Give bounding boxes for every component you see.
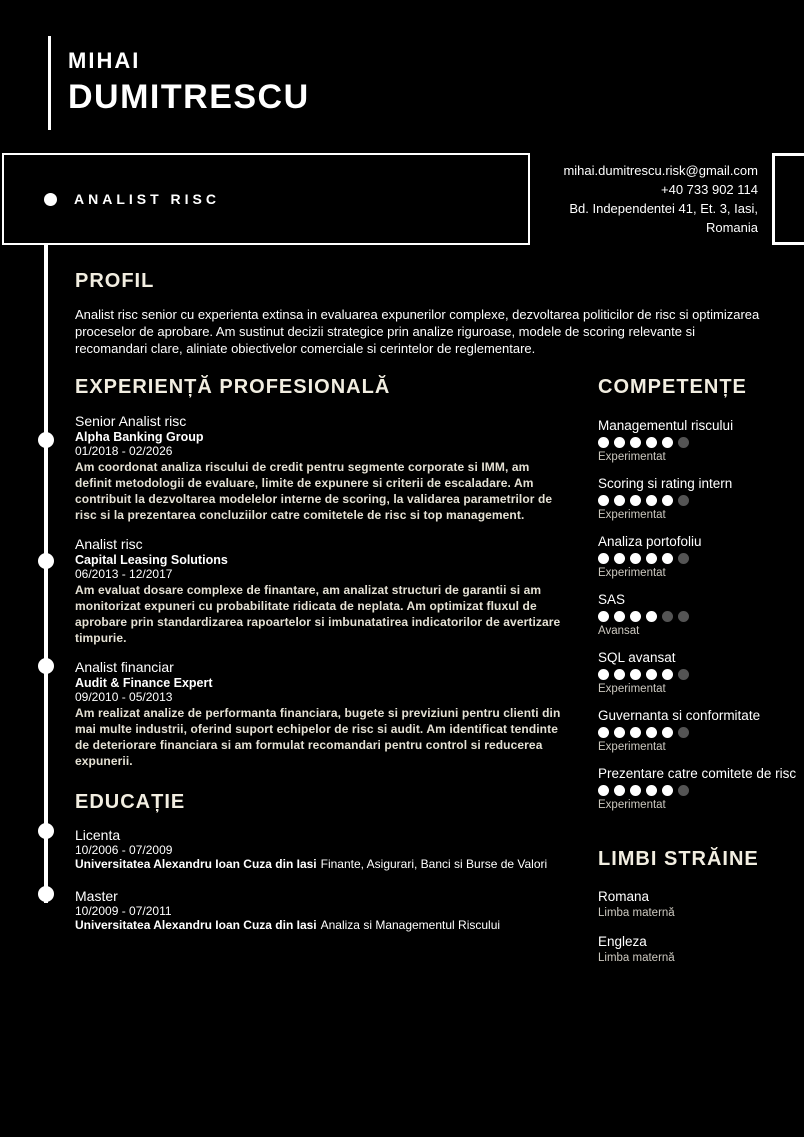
rating-dot-empty bbox=[678, 553, 689, 564]
education-heading: EDUCAȚIE bbox=[75, 791, 186, 813]
contact-block bbox=[563, 161, 758, 237]
rating-dot-filled bbox=[630, 553, 641, 564]
job-company: Capital Leasing Solutions bbox=[75, 553, 228, 567]
rating-dot-filled bbox=[598, 553, 609, 564]
contact-address-line2: Romania bbox=[705, 220, 758, 235]
rating-dot-filled bbox=[662, 785, 673, 796]
skill-item bbox=[598, 592, 798, 638]
rating-dot-empty bbox=[678, 727, 689, 738]
rating-dot-filled bbox=[598, 495, 609, 506]
rating-dot-filled bbox=[630, 669, 641, 680]
skill-level-label: Experimentat bbox=[598, 451, 666, 463]
job-company: Alpha Banking Group bbox=[75, 430, 204, 444]
rating-dot-filled bbox=[598, 437, 609, 448]
first-name: MIHAI bbox=[68, 48, 141, 73]
rating-dot-filled bbox=[646, 669, 657, 680]
rating-dot-filled bbox=[646, 553, 657, 564]
skill-name: Guvernanta si conformitate bbox=[598, 708, 761, 723]
rating-dot-filled bbox=[646, 727, 657, 738]
skill-item bbox=[598, 650, 798, 696]
rating-dot-filled bbox=[614, 785, 625, 796]
rating-dot-filled bbox=[614, 669, 625, 680]
rating-dot-filled bbox=[614, 727, 625, 738]
rating-dot-empty bbox=[678, 611, 689, 622]
rating-dot-filled bbox=[614, 437, 625, 448]
skill-rating-dots bbox=[598, 553, 798, 564]
rating-dot-empty bbox=[662, 611, 673, 622]
job-title: Analist financiar bbox=[75, 659, 174, 675]
rating-dot-filled bbox=[662, 553, 673, 564]
skill-level-label: Experimentat bbox=[598, 509, 666, 521]
timeline-dot bbox=[38, 658, 54, 674]
rating-dot-filled bbox=[646, 611, 657, 622]
skill-item bbox=[598, 476, 798, 522]
experience-list bbox=[75, 413, 567, 769]
job-headline: ANALIST RISC bbox=[74, 191, 220, 207]
education-degree: Master bbox=[75, 888, 118, 904]
skills-heading: COMPETENȚE bbox=[598, 376, 747, 398]
skill-level-label: Avansat bbox=[598, 625, 640, 637]
job-company: Audit & Finance Expert bbox=[75, 676, 213, 690]
rating-dot-filled bbox=[614, 553, 625, 564]
timeline-dot bbox=[38, 553, 54, 569]
language-level: Limba maternă bbox=[598, 907, 675, 919]
rating-dot-empty bbox=[678, 495, 689, 506]
skill-level-label: Experimentat bbox=[598, 567, 666, 579]
language-item bbox=[598, 933, 798, 965]
sidebar-column bbox=[598, 376, 798, 978]
education-field: Finante, Asigurari, Banci si Burse de Valori bbox=[320, 857, 548, 871]
language-item bbox=[598, 888, 798, 920]
rating-dot-filled bbox=[598, 785, 609, 796]
profile-heading: PROFIL bbox=[75, 270, 155, 292]
language-name: Romana bbox=[598, 889, 650, 904]
timeline-dot bbox=[38, 823, 54, 839]
rating-dot-filled bbox=[662, 669, 673, 680]
job-dates: 06/2013 - 12/2017 bbox=[75, 567, 173, 581]
name-accent-bar bbox=[48, 36, 51, 130]
skill-level-label: Experimentat bbox=[598, 799, 666, 811]
language-level: Limba maternă bbox=[598, 952, 675, 964]
education-dates: 10/2006 - 07/2009 bbox=[75, 843, 173, 857]
rating-dot-filled bbox=[662, 727, 673, 738]
education-dates: 10/2009 - 07/2011 bbox=[75, 904, 172, 918]
rating-dot-empty bbox=[678, 785, 689, 796]
rating-dot-filled bbox=[630, 611, 641, 622]
skill-rating-dots bbox=[598, 495, 798, 506]
profile-text: Analist risc senior cu experienta extinsa in evaluarea expunerilor complexe, dezvoltarea politicilor de risc si optimizarea proceselor de aprobare. Am sustinut decizii strategice prin analize riguroase, modele de scoring relevante si recomandari clare, aliniate obiectivelor comerciale si cerintelor de reglementare. bbox=[75, 307, 760, 356]
rating-dot-filled bbox=[598, 611, 609, 622]
job-title: Senior Analist risc bbox=[75, 413, 187, 429]
bullet-icon bbox=[44, 193, 57, 206]
rating-dot-filled bbox=[614, 495, 625, 506]
education-field: Analiza si Managementul Riscului bbox=[320, 918, 501, 932]
rating-dot-filled bbox=[646, 437, 657, 448]
education-school-line bbox=[75, 918, 635, 933]
skill-level-label: Experimentat bbox=[598, 741, 666, 753]
job-dates: 01/2018 - 02/2026 bbox=[75, 444, 173, 458]
skills-list bbox=[598, 418, 798, 812]
timeline-dot bbox=[38, 432, 54, 448]
education-degree: Licenta bbox=[75, 827, 121, 843]
skill-rating-dots bbox=[598, 727, 798, 738]
rating-dot-filled bbox=[598, 669, 609, 680]
rating-dot-filled bbox=[598, 727, 609, 738]
education-entry bbox=[75, 827, 635, 872]
skill-rating-dots bbox=[598, 437, 798, 448]
skill-item bbox=[598, 708, 798, 754]
education-school-line bbox=[75, 857, 635, 872]
rating-dot-filled bbox=[614, 611, 625, 622]
education-entry bbox=[75, 888, 635, 933]
skill-name: SAS bbox=[598, 592, 626, 607]
timeline-line bbox=[44, 245, 48, 903]
contact-email: mihai.dumitrescu.risk@gmail.com bbox=[563, 163, 758, 178]
rating-dot-empty bbox=[678, 669, 689, 680]
skill-level-label: Experimentat bbox=[598, 683, 666, 695]
skill-name: Analiza portofoliu bbox=[598, 534, 702, 549]
skill-name: SQL avansat bbox=[598, 650, 676, 665]
experience-heading: EXPERIENȚĂ PROFESIONALĂ bbox=[75, 376, 391, 398]
language-name: Engleza bbox=[598, 934, 647, 949]
languages-list bbox=[598, 888, 798, 965]
job-headline-box bbox=[2, 153, 530, 245]
rating-dot-filled bbox=[630, 727, 641, 738]
job-entry bbox=[75, 659, 567, 769]
last-name: DUMITRESCU bbox=[68, 78, 310, 116]
job-dates: 09/2010 - 05/2013 bbox=[75, 690, 173, 704]
rating-dot-filled bbox=[662, 495, 673, 506]
rating-dot-filled bbox=[662, 437, 673, 448]
skill-item bbox=[598, 534, 798, 580]
job-entry bbox=[75, 413, 567, 523]
rating-dot-empty bbox=[678, 437, 689, 448]
contact-address-line1: Bd. Independentei 41, Et. 3, Iasi, bbox=[569, 201, 758, 216]
skill-name: Prezentare catre comitete de risc bbox=[598, 766, 797, 781]
skill-item bbox=[598, 766, 798, 812]
job-description: Am realizat analize de performanta financiara, bugete si previziuni pentru clienti din mai multe industrii, oferind suport echipelor de risc si audit. Am identificat tendinte de deteriorare financiara si am formulat recomandari pentru control si reducerea expunerii. bbox=[75, 706, 561, 768]
education-school: Universitatea Alexandru Ioan Cuza din Iasi bbox=[75, 857, 317, 871]
rating-dot-filled bbox=[630, 495, 641, 506]
skill-rating-dots bbox=[598, 611, 798, 622]
timeline-dot bbox=[38, 886, 54, 902]
skill-rating-dots bbox=[598, 785, 798, 796]
rating-dot-filled bbox=[646, 785, 657, 796]
job-entry bbox=[75, 536, 567, 646]
job-description: Am coordonat analiza riscului de credit pentru segmente corporate si IMM, am definit metodologii de evaluare, limite de expunere si criterii de escaladare. Am contribuit la dezvoltarea modelelor interne de scoring, la validarea parametrilor de risc si la prezentarea concluziilor catre comitetele de risc si top management. bbox=[75, 460, 553, 522]
rating-dot-filled bbox=[646, 495, 657, 506]
name-block bbox=[68, 48, 310, 116]
decorative-edge-box bbox=[772, 153, 804, 245]
skill-name: Scoring si rating intern bbox=[598, 476, 733, 491]
languages-heading: LIMBI STRĂINE bbox=[598, 848, 759, 870]
job-description: Am evaluat dosare complexe de finantare, am analizat structuri de garantii si am monitorizat expuneri cu probabilitate ridicata de neplata. Am optimizat fluxul de aprobare prin standardizarea rapoartelor si imbunatatirea indicatorilor de avertizare timpurie. bbox=[75, 583, 561, 645]
rating-dot-filled bbox=[630, 785, 641, 796]
job-title: Analist risc bbox=[75, 536, 143, 552]
skill-item bbox=[598, 418, 798, 464]
rating-dot-filled bbox=[630, 437, 641, 448]
skill-name: Managementul riscului bbox=[598, 418, 734, 433]
contact-phone: +40 733 902 114 bbox=[661, 182, 758, 197]
skill-rating-dots bbox=[598, 669, 798, 680]
education-school: Universitatea Alexandru Ioan Cuza din Iasi bbox=[75, 918, 317, 932]
